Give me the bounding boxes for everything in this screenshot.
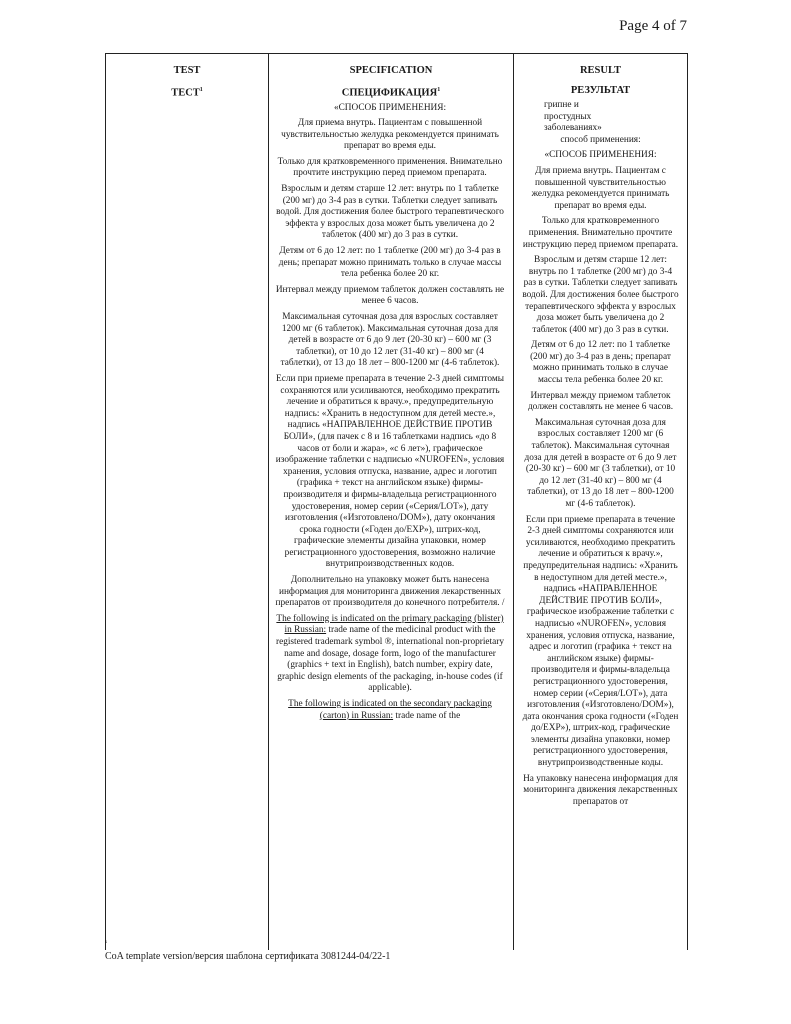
spec-paragraph: «СПОСОБ ПРИМЕНЕНИЯ: [333, 102, 447, 113]
result-paragraph: Детям от 6 до 12 лет: по 1 таблетке (200 мг) до 3-4 раз в день; препарат можно принимать только в случае массы тела ребенка более 20 кг. [530, 340, 671, 386]
footnote-mark: 1 [199, 87, 203, 93]
result-text [514, 100, 687, 808]
spec-paragraph: Максимальная суточная доза для взрослых составляет 1200 мг (6 таблеток). Максимальная суточная доза для детей в возрасте от 6 до 9 лет (20-30 кг) – 600 мг (3 таблетки), от 10 до 12 лет (31-40 кг) – 800 мг (4 таблетки), от 13 до 18 лет – 800-1200 мг (4-6 таблеток). [280, 312, 500, 369]
spec-english-primary-heading: The following is indicated on the primary packaging (blister) in Russian: [276, 613, 504, 636]
result-paragraph: Для приема внутрь. Пациентам с повышенной чувствительностью желудка рекомендуется принимать препарат во время еды. [531, 165, 670, 211]
spec-paragraph: Если при приеме препарата в течение 2-3 дней симптомы сохраняются или усиливаются, необходимо прекратить лечение и обратиться к врачу.», предупредительную надпись: «Хранить в недоступном для детей месте.», надпись «НАПРАВЛЕННОЕ ДЕЙСТВИЕ ПРОТИВ БОЛИ», (для пачек с 8 и 16 таблетками надпись «до 8 часов от боли и жара», «с 6 лет»), графическое изображение таблетки с надписью «NUROFEN», условия хранения, условия отпуска, название, адрес и логотип (графика + текст на английском языке) фирмы-производителя и фирмы-владельца регистрационного удостоверения, номер серии («Серия/LOT»), дату изготовления («Изготовлено/DOM»), дату окончания срока годности («Годен до/EXP»), штрих-код, графические элементы дизайна упаковки, номер регистрационного удостоверения, возможно наличие внутрипроизводственных кодов. [275, 373, 505, 570]
result-paragraph: На упаковку нанесена информация для мониторинга движения лекарственных препаратов от [523, 773, 678, 807]
spec-paragraph: Детям от 6 до 12 лет: по 1 таблетке (200 мг) до 3-4 раз в день; препарат можно принимать только в случае массы тела ребенка более 20 кг. [278, 246, 502, 280]
header-result-ru: РЕЗУЛЬТАТ [570, 85, 631, 96]
result-line: грипне и [544, 100, 579, 110]
specification-text [269, 103, 513, 723]
result-line: заболеваниях» [544, 123, 602, 134]
header-test-ru [106, 84, 268, 100]
spec-english-primary [275, 614, 505, 695]
header-spec-en: SPECIFICATION [349, 65, 433, 76]
header-spec-ru-text: СПЕЦИФИКАЦИЯ [341, 87, 438, 99]
page-number: Page 4 of 7 [619, 18, 687, 34]
spec-paragraph: Только для кратковременного применения. Внимательно прочтите инструкцию перед приемом препарата. [277, 156, 503, 179]
header-test-ru-text: ТЕСТ [171, 87, 200, 99]
spec-english-secondary-text: trade name of the [393, 710, 461, 721]
footnote-mark: 1 [437, 87, 441, 93]
specification-column [269, 54, 513, 950]
result-column [514, 54, 687, 950]
footer-template-version: CoA template version/версия шаблона сертификата 3081244-04/22-1 [105, 951, 391, 962]
header-result-en: RESULT [579, 65, 622, 76]
spec-english-secondary-heading: The following is indicated on the secondary packaging (carton) in Russian: [288, 699, 492, 721]
header-test-en: TEST [173, 65, 201, 76]
spec-paragraph: Для приема внутрь. Пациентам с повышенной чувствительностью желудка рекомендуется принимать препарат во время еды. [281, 118, 499, 152]
header-spec-ru [269, 84, 513, 100]
spec-paragraph: Дополнительно на упаковку может быть нанесена информация для мониторинга движения лекарственных препаратов от производителя до конечного потребителя. / [275, 575, 505, 609]
spec-paragraph: Взрослым и детям старше 12 лет: внутрь по 1 таблетке (200 мг) до 3-4 раз в сутки. Таблетки следует запивать водой. Для достижения более быстрого терапевтического эффекта у взрослых доза может быть увеличена до 2 таблеток (400 мг) до 3 раз в сутки. [276, 184, 504, 241]
result-paragraph: Взрослым и детям старше 12 лет: внутрь по 1 таблетке (200 мг) до 3-4 раз в сутки. Таблетки следует запивать водой. Для достижения более быстрого терапевтического эффекта у взрослых доза может быть увеличена до 2 таблеток (400 мг) до 3 раз в сутки. [522, 255, 679, 335]
spec-english-secondary [275, 699, 505, 722]
specification-table [105, 53, 688, 950]
result-paragraph: способ применения: [560, 134, 641, 145]
result-top-lines [522, 100, 679, 135]
spec-paragraph: Интервал между приемом таблеток должен составлять не менее 6 часов. [275, 284, 505, 307]
result-paragraph: Если при приеме препарата в течение 2-3 дней симптомы сохраняются или усиливаются, необходимо прекратить лечение и обратиться к врачу.», предупредительная надпись: «Хранить в недоступном для детей месте.», надпись «НАПРАВЛЕННОЕ ДЕЙСТВИЕ ПРОТИВ БОЛИ», графическое изображение таблетки с надписью «NUROFEN», условия хранения, условия отпуска, название, адрес и логотип (графика + текст на английском языке) фирмы-производителя и фирмы-владельца регистрационного удостоверения, номер серии («Серия/LOT»), дата изготовления («Изготовлено/DOM»), дата окончания срока годности («Годен до/EXP»), штрих-код, графические элементы дизайна упаковки, номер регистрационного удостоверения, внутрипроизводственные коды. [522, 514, 679, 769]
result-line: простудных [544, 111, 592, 122]
test-column [106, 54, 268, 950]
result-paragraph: Интервал между приемом таблеток должен составлять не менее 6 часов. [527, 390, 674, 413]
result-paragraph: «СПОСОБ ПРИМЕНЕНИЯ: [544, 150, 657, 161]
result-paragraph: Максимальная суточная доза для взрослых составляет 1200 мг (6 таблеток). Максимальная суточная доза для детей в возрасте от 6 до 9 лет (20-30 кг) – 600 мг (3 таблетки), от 10 до 12 лет (31-40 кг) – 800 мг (4 таблетки), от 13 до 18 лет – 800-1200 мг (4-6 таблеток). [524, 417, 677, 509]
footer-mark: s [105, 940, 107, 945]
spec-english-primary-text: trade name of the medicinal product with the registered trademark symbol ®, international non-proprietary name and dosage, dosage form, logo of the manufacturer (graphics + text in English), batch number, expiry date, graphic design elements of the packaging, in-house codes (if applicable). [275, 625, 505, 694]
result-paragraph: Только для кратковременного применения. Внимательно прочтите инструкцию перед приемом препарата. [522, 216, 679, 250]
